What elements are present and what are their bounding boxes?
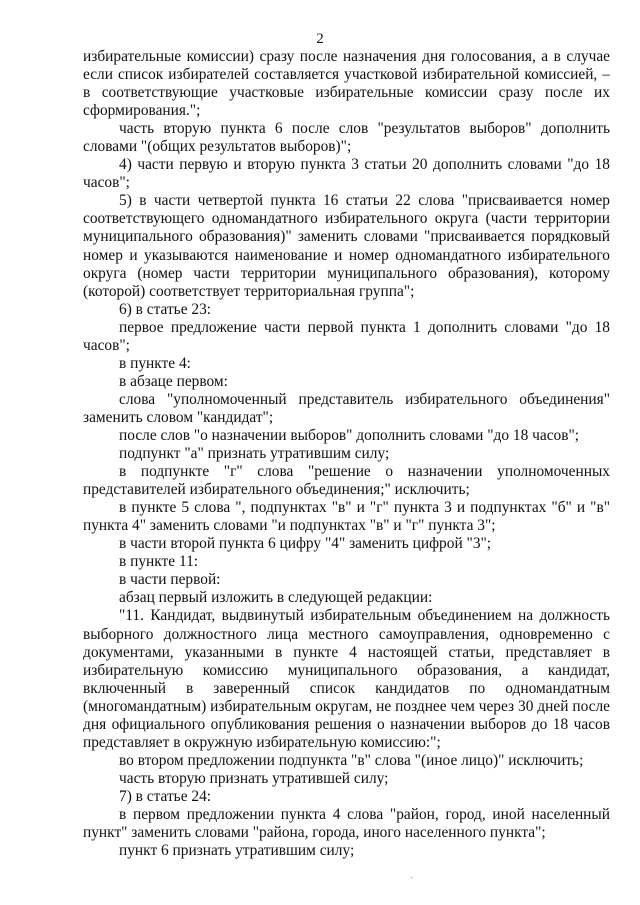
paragraph: 6) в статье 23: (119, 300, 212, 318)
paragraph: подпункт "а" признать утратившим силу; (119, 445, 390, 463)
paragraph: избирательные комиссии) сразу после назначения дня голосования, а в случае если список избирателей составляется участковой избирательной комиссией, – в соответствующие участковые избирательные комиссии сразу после их сформирования."; (83, 48, 610, 120)
paragraph: часть вторую пункта 6 после слов "результатов выборов" дополнить словами "(общих результатов выборов)"; (83, 120, 610, 156)
paragraph: пункт 6 признать утратившим силу; (119, 842, 355, 860)
paragraph: 4) части первую и вторую пункта 3 статьи 20 дополнить словами "до 18 часов"; (83, 156, 610, 192)
document-body (83, 48, 610, 860)
paragraph: первое предложение части первой пункта 1 дополнить словами "до 18 часов"; (83, 318, 610, 354)
paragraph: в подпункте "г" слова "решение о назначении уполномоченных представителей избирательного объединения;" исключить; (83, 463, 610, 499)
paragraph: в пункте 5 слова ", подпунктах "в" и "г" пункта 3 и подпунктах "б" и "в" пункта 4" заменить словами "и подпунктах "в" и "г" пункта 3"; (83, 499, 610, 535)
paragraph: 7) в статье 24: (119, 787, 212, 805)
paragraph: в пункте 11: (119, 553, 199, 571)
paragraph: часть вторую признать утратившей силу; (119, 769, 389, 787)
paragraph: в абзаце первом: (119, 372, 228, 390)
paragraph: в первом предложении пункта 4 слова "район, город, иной населенный пункт" заменить словами "района, города, иного населенного пункта"; (83, 805, 610, 842)
page-number: 2 (316, 31, 324, 47)
paragraph: в части второй пункта 6 цифру "4" заменить цифрой "3"; (119, 535, 492, 553)
paragraph: абзац первый изложить в следующей редакции: (119, 589, 433, 607)
paragraph: "11. Кандидат, выдвинутый избирательным объединением на должность выборного должностного лица местного самоуправления, одновременно с документами, указанными в пункте 4 настоящей статьи, представляет в избирательную комиссию муниципального образования, а кандидат, включенный в заверенный список кандидатов по одномандатным (многомандатным) избирательным округам, не позднее чем через 30 дней после дня официального опубликования решения о назначении выборов до 18 часов представляет в окружную избирательную комиссию:"; (83, 607, 610, 751)
paragraph: после слов "о назначении выборов" дополнить словами "до 18 часов"; (119, 426, 580, 444)
scan-speck: ˏ (410, 868, 414, 879)
paragraph: слова "уполномоченный представитель избирательного объединения" заменить словом "кандидат"; (83, 390, 610, 426)
paragraph: 5) в части четвертой пункта 16 статьи 22 слова "присваивается номер соответствующего одномандатного избирательного округа (части территории муниципального образования)" заменить словами "присваивается порядковый номер и указываются наименование и номер одномандатного избирательного округа (номер части территории муниципального образования), которому (которой) соответствует территориальная группа"; (83, 192, 610, 300)
paragraph: в пункте 4: (119, 354, 191, 372)
paragraph: во втором предложении подпункта "в" слова "(иное лицо)" исключить; (119, 751, 584, 769)
paragraph: в части первой: (119, 571, 221, 589)
